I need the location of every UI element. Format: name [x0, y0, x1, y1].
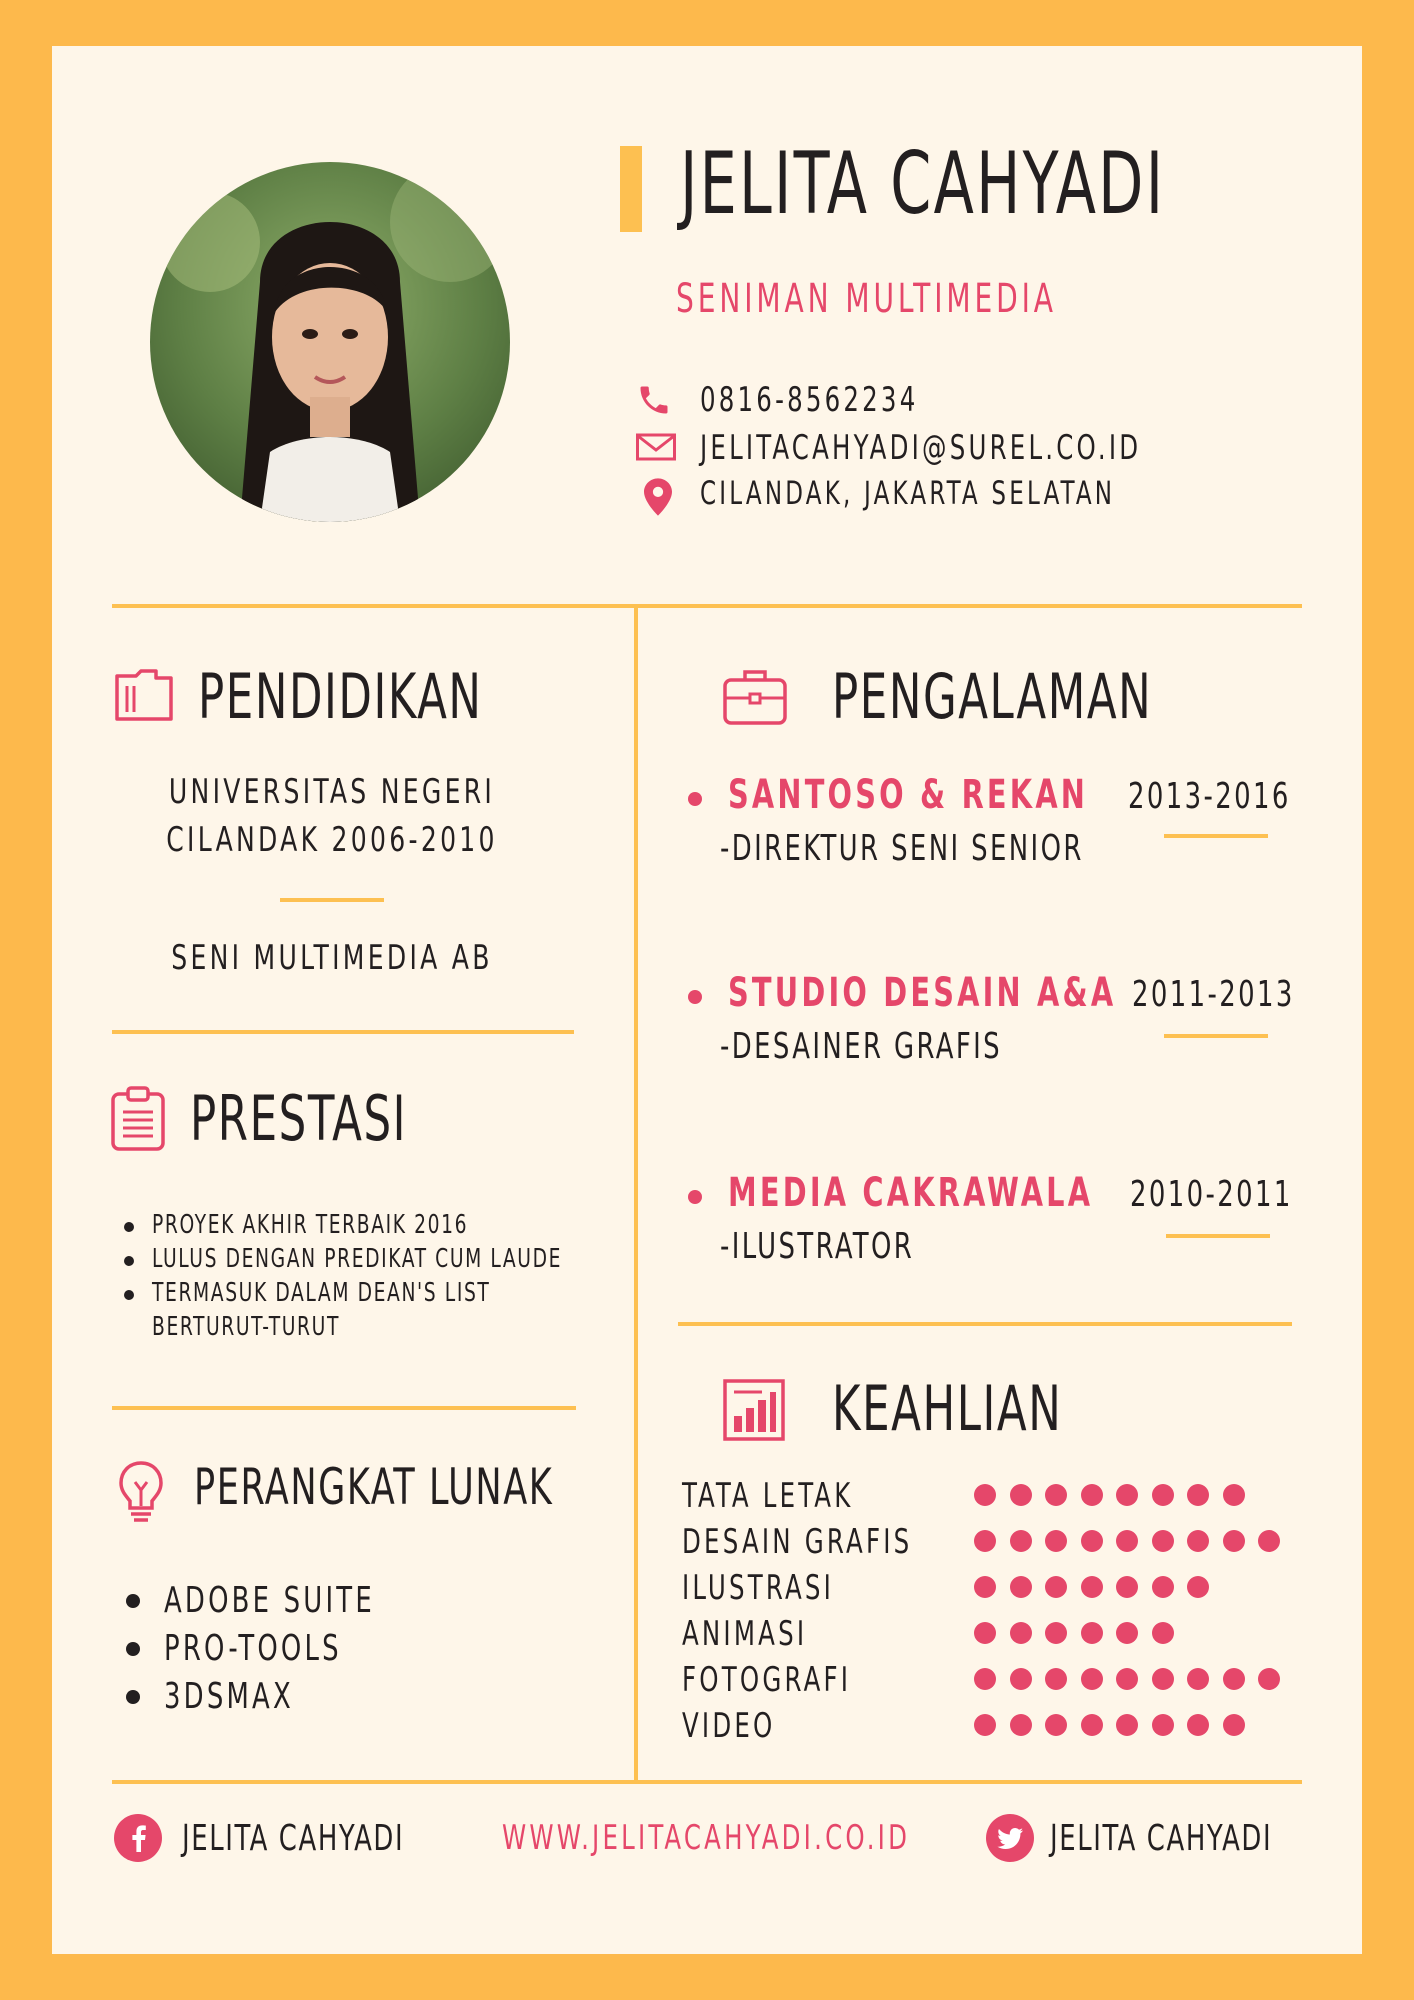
skill-name: ILUSTRASI [682, 1568, 835, 1608]
skill-dot [1223, 1484, 1245, 1506]
education-separator [280, 898, 384, 902]
experience-bullet [688, 990, 702, 1004]
software-heading: PERANGKAT LUNAK [194, 1458, 554, 1516]
education-heading: PENDIDIKAN [198, 660, 483, 733]
job-role: -ILUSTRATOR [720, 1226, 915, 1267]
software-item: 3DSMAX [164, 1676, 294, 1717]
achievements-heading: PRESTASI [190, 1082, 408, 1155]
company-name: STUDIO DESAIN A&A [728, 970, 1117, 1016]
skill-dot [1010, 1530, 1032, 1552]
experience-heading: PENGALAMAN [832, 660, 1153, 733]
divider-top [112, 604, 1302, 608]
divider-education [112, 1030, 574, 1034]
achievement-bullet [124, 1222, 134, 1232]
location-text: CILANDAK, JAKARTA SELATAN [700, 474, 1116, 512]
skill-dot [1223, 1714, 1245, 1736]
website-link[interactable]: WWW.JELITACAHYADI.CO.ID [502, 1818, 911, 1858]
email-address[interactable]: JELITACAHYADI@SUREL.CO.ID [700, 428, 1142, 468]
education-degree: SENI MULTIMEDIA AB [171, 938, 493, 978]
skill-dot [1116, 1530, 1138, 1552]
achievement-item-continued: BERTURUT-TURUT [152, 1312, 340, 1342]
email-icon [636, 432, 676, 462]
skill-dot [1045, 1484, 1067, 1506]
facebook-icon[interactable] [114, 1814, 162, 1862]
skill-dot [974, 1530, 996, 1552]
skill-dot [974, 1484, 996, 1506]
skill-dot [1045, 1576, 1067, 1598]
job-years: 2010-2011 [1130, 1174, 1293, 1215]
job-role: -DIREKTUR SENI SENIOR [720, 828, 1084, 869]
skill-dot [1045, 1530, 1067, 1552]
bar-chart-icon [722, 1378, 786, 1442]
skill-dot [1152, 1484, 1174, 1506]
skill-dot [1081, 1668, 1103, 1690]
clipboard-icon [110, 1086, 166, 1152]
skill-dot [974, 1576, 996, 1598]
skill-dot [974, 1622, 996, 1644]
skill-name: FOTOGRAFI [682, 1660, 852, 1700]
skill-dot [1152, 1576, 1174, 1598]
skill-dot [974, 1668, 996, 1690]
software-bullet [126, 1594, 140, 1608]
skill-name: ANIMASI [682, 1614, 808, 1654]
achievement-item: LULUS DENGAN PREDIKAT CUM LAUDE [152, 1244, 563, 1274]
job-years: 2013-2016 [1128, 776, 1291, 817]
divider-center [634, 606, 638, 1782]
skill-dot [1187, 1576, 1209, 1598]
skill-dot [1223, 1668, 1245, 1690]
skill-dot [1187, 1668, 1209, 1690]
skill-dot [1045, 1668, 1067, 1690]
education-school-line1: UNIVERSITAS NEGERI [168, 772, 496, 812]
skill-dot [1152, 1622, 1174, 1644]
twitter-name[interactable]: JELITA CAHYADI [1050, 1818, 1273, 1859]
skill-dot [1152, 1714, 1174, 1736]
skill-dot [1258, 1530, 1280, 1552]
skill-dot [1045, 1622, 1067, 1644]
job-years: 2011-2013 [1132, 974, 1295, 1015]
skill-dot [1081, 1622, 1103, 1644]
skill-dot [1116, 1714, 1138, 1736]
skill-dot [974, 1714, 996, 1736]
years-underline [1164, 1034, 1268, 1038]
skill-dot [1081, 1530, 1103, 1552]
skill-dot [1116, 1622, 1138, 1644]
skill-dot [1152, 1668, 1174, 1690]
skill-dot [1010, 1576, 1032, 1598]
company-name: MEDIA CAKRAWALA [728, 1170, 1094, 1216]
skill-dot [1223, 1530, 1245, 1552]
name-accent-bar [620, 146, 642, 232]
folder-icon [114, 668, 174, 722]
achievement-bullet [124, 1290, 134, 1300]
skill-name: DESAIN GRAFIS [682, 1522, 913, 1562]
skill-name: TATA LETAK [682, 1476, 854, 1516]
job-title: SENIMAN MULTIMEDIA [676, 276, 1057, 322]
profile-photo [150, 162, 510, 522]
location-icon [644, 478, 672, 516]
skill-dot [1081, 1484, 1103, 1506]
skill-dot [1116, 1576, 1138, 1598]
software-bullet [126, 1690, 140, 1704]
skills-heading: KEAHLIAN [832, 1372, 1063, 1445]
skill-dot [1010, 1622, 1032, 1644]
achievement-item: PROYEK AKHIR TERBAIK 2016 [152, 1210, 469, 1240]
skill-dot [1187, 1714, 1209, 1736]
facebook-name[interactable]: JELITA CAHYADI [182, 1818, 405, 1859]
phone-number[interactable]: 0816-8562234 [700, 380, 919, 420]
skill-dot [1187, 1530, 1209, 1552]
skill-dot [1081, 1576, 1103, 1598]
experience-bullet [688, 792, 702, 806]
years-underline [1166, 1234, 1270, 1238]
twitter-icon[interactable] [986, 1814, 1034, 1862]
skill-dot [1010, 1484, 1032, 1506]
software-item: ADOBE SUITE [164, 1580, 375, 1621]
skill-dot [1010, 1714, 1032, 1736]
achievement-bullet [124, 1256, 134, 1266]
skill-name: VIDEO [682, 1706, 776, 1746]
experience-bullet [688, 1190, 702, 1204]
skill-dot [1116, 1484, 1138, 1506]
skill-dot [1010, 1668, 1032, 1690]
briefcase-icon [722, 666, 788, 726]
candidate-name: JELITA CAHYADI [680, 134, 1166, 234]
software-bullet [126, 1642, 140, 1656]
lightbulb-icon [118, 1460, 164, 1526]
skill-dot [1116, 1668, 1138, 1690]
education-school-line2: CILANDAK 2006-2010 [166, 820, 498, 860]
software-item: PRO-TOOLS [164, 1628, 342, 1669]
divider-experience [678, 1322, 1292, 1326]
divider-bottom [112, 1780, 1302, 1784]
job-role: -DESAINER GRAFIS [720, 1026, 1003, 1067]
skill-dot [1187, 1484, 1209, 1506]
divider-achievements [112, 1406, 576, 1410]
skill-dot [1081, 1714, 1103, 1736]
phone-icon [636, 382, 672, 418]
achievement-item: TERMASUK DALAM DEAN'S LIST [152, 1278, 491, 1308]
skill-dot [1045, 1714, 1067, 1736]
skill-dot [1258, 1668, 1280, 1690]
years-underline [1164, 834, 1268, 838]
skill-dot [1152, 1530, 1174, 1552]
company-name: SANTOSO & REKAN [728, 772, 1089, 818]
